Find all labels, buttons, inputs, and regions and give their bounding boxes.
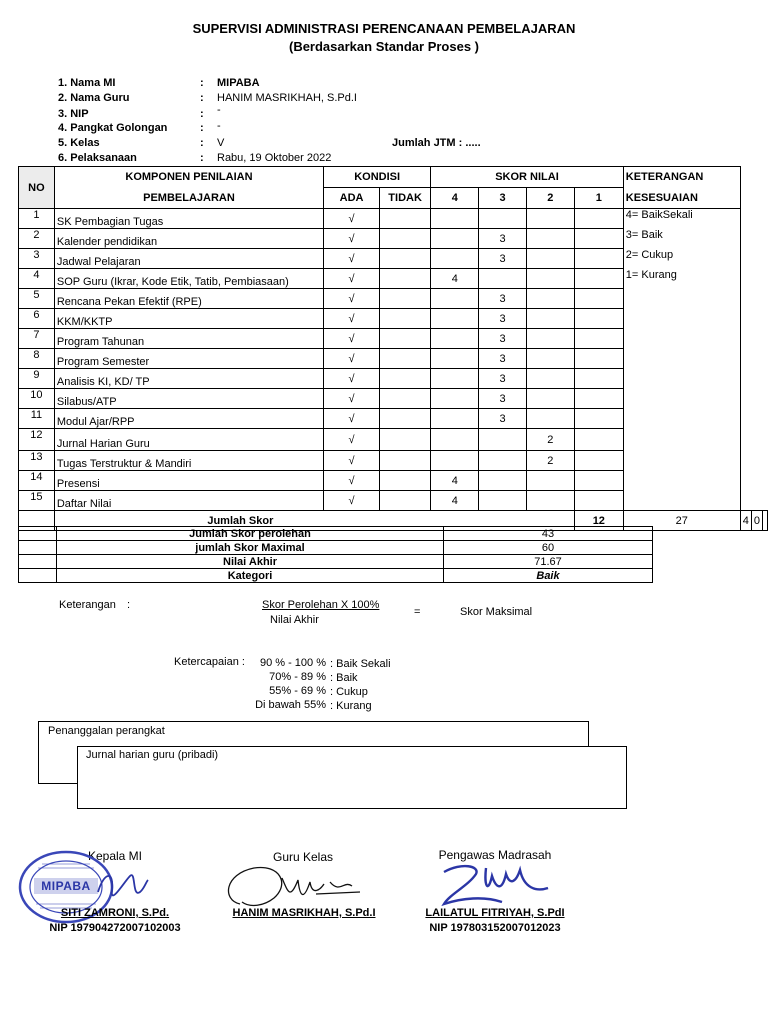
jumlah-skor-1: 0 [751, 511, 762, 531]
summary-label: Kategori [57, 569, 444, 583]
table-row [19, 471, 768, 491]
summary-value: 60 [444, 541, 653, 555]
row-tidak [380, 491, 431, 511]
row-number: 3 [19, 249, 55, 269]
assessment-table [18, 166, 768, 531]
table-row [19, 309, 768, 329]
info-colon: : [200, 92, 204, 104]
row-score-4 [431, 289, 479, 309]
info-value: V [217, 137, 225, 149]
summary-row [19, 541, 653, 555]
row-score-3: 3 [479, 329, 526, 349]
summary-label: Nilai Akhir [57, 555, 444, 569]
row-number: 8 [19, 349, 55, 369]
row-ada-check: √ [324, 269, 380, 289]
info-value: Rabu, 19 Oktober 2022 [217, 152, 332, 164]
row-komponen: Rencana Pekan Efektif (RPE) [54, 289, 323, 309]
row-keterangan [623, 409, 740, 429]
row-score-2 [526, 309, 574, 329]
row-number: 14 [19, 471, 55, 491]
jumlah-skor-4: 12 [574, 511, 623, 531]
summary-value: 71.67 [444, 555, 653, 569]
summary-row [19, 569, 653, 583]
row-score-1 [574, 309, 623, 329]
row-score-2 [526, 329, 574, 349]
ketercapaian-row [244, 698, 391, 712]
row-tidak [380, 329, 431, 349]
row-ada-check: √ [324, 249, 380, 269]
row-score-2 [526, 409, 574, 429]
row-score-3: 3 [479, 309, 526, 329]
formula-denominator: Nilai Akhir [270, 614, 319, 626]
row-keterangan: 3= Baik [623, 229, 740, 249]
row-tidak [380, 369, 431, 389]
row-number: 2 [19, 229, 55, 249]
row-number: 11 [19, 409, 55, 429]
table-row [19, 229, 768, 249]
jtm-label: Jumlah JTM : ..... [392, 137, 481, 149]
row-score-2 [526, 471, 574, 491]
ketercapaian-desc: : Baik [330, 672, 358, 684]
row-score-3 [479, 269, 526, 289]
ketercapaian-range: 70% - 89 % [269, 671, 326, 683]
row-keterangan [623, 349, 740, 369]
row-keterangan [623, 369, 740, 389]
row-score-4 [431, 329, 479, 349]
row-number: 1 [19, 209, 55, 229]
jumlah-skor-3: 27 [623, 511, 740, 531]
row-tidak [380, 309, 431, 329]
row-score-3: 3 [479, 369, 526, 389]
keterangan-filler [763, 511, 768, 531]
row-ada-check: √ [324, 289, 380, 309]
info-colon: : [200, 137, 204, 149]
header-score-1: 1 [574, 188, 623, 209]
info-label: 4. Pangkat Golongan [58, 122, 168, 134]
table-header-row [19, 188, 768, 209]
row-komponen: Jadwal Pelajaran [54, 249, 323, 269]
row-score-3 [479, 471, 526, 491]
row-number: 9 [19, 369, 55, 389]
header-keterangan-1: KETERANGAN [623, 167, 740, 188]
row-score-3 [479, 209, 526, 229]
row-keterangan [623, 491, 740, 511]
row-score-1 [574, 429, 623, 451]
ketercapaian-text: Ketercapaian [174, 656, 239, 668]
summary-row [19, 527, 653, 541]
info-colon: : [200, 122, 204, 134]
formula-equals: = [414, 606, 421, 618]
info-label: 3. NIP [58, 108, 89, 120]
ketercapaian-desc: : Kurang [330, 700, 372, 712]
row-score-3: 3 [479, 389, 526, 409]
summary-label: jumlah Skor Maximal [57, 541, 444, 555]
row-score-2 [526, 229, 574, 249]
row-score-2 [526, 289, 574, 309]
keterangan-label [59, 599, 130, 611]
table-row [19, 269, 768, 289]
row-score-1 [574, 491, 623, 511]
table-row [19, 349, 768, 369]
signature-name-guru: HANIM MASRIKHAH, S.Pd.I [232, 907, 376, 919]
row-tidak [380, 229, 431, 249]
document-title: SUPERVISI ADMINISTRASI PERENCANAAN PEMBELAJARAN [192, 21, 576, 36]
row-tidak [380, 471, 431, 491]
row-ada-check: √ [324, 229, 380, 249]
row-score-4 [431, 229, 479, 249]
row-score-4 [431, 409, 479, 429]
header-komponen-2: PEMBELAJARAN [54, 188, 323, 209]
info-row-nama-mi [0, 77, 768, 91]
row-number: 15 [19, 491, 55, 511]
row-ada-check: √ [324, 209, 380, 229]
row-komponen: Tugas Terstruktur & Mandiri [54, 451, 323, 471]
info-row-kelas [0, 137, 768, 151]
summary-value: 43 [444, 527, 653, 541]
row-keterangan [623, 289, 740, 309]
row-komponen: Modul Ajar/RPP [54, 409, 323, 429]
row-tidak [380, 209, 431, 229]
row-score-4: 4 [431, 269, 479, 289]
row-keterangan [623, 329, 740, 349]
info-row-nip [0, 106, 768, 120]
row-score-4 [431, 369, 479, 389]
table-row [19, 249, 768, 269]
row-score-1 [574, 229, 623, 249]
row-keterangan [623, 451, 740, 471]
row-score-3 [479, 451, 526, 471]
ketercapaian-row [244, 656, 391, 670]
info-row-pangkat [0, 122, 768, 136]
row-score-1 [574, 409, 623, 429]
row-komponen: Presensi [54, 471, 323, 491]
signature-nip-pengawas: NIP 197803152007012023 [429, 922, 561, 934]
row-tidak [380, 409, 431, 429]
row-ada-check: √ [324, 309, 380, 329]
info-colon: : [200, 108, 204, 120]
row-komponen: Program Semester [54, 349, 323, 369]
row-ada-check: √ [324, 429, 380, 451]
signature-nip-kepala: NIP 197904272007102003 [49, 922, 181, 934]
row-ada-check: √ [324, 491, 380, 511]
table-row [19, 491, 768, 511]
signature-role-pengawas: Pengawas Madrasah [438, 848, 552, 862]
row-score-2 [526, 389, 574, 409]
row-score-4 [431, 451, 479, 471]
row-score-4: 4 [431, 471, 479, 491]
row-tidak [380, 269, 431, 289]
note-box-penanggalan-text: Penanggalan perangkat [48, 725, 165, 737]
row-komponen: Jurnal Harian Guru [54, 429, 323, 451]
row-score-1 [574, 349, 623, 369]
table-row [19, 451, 768, 471]
row-komponen: Kalender pendidikan [54, 229, 323, 249]
row-komponen: Silabus/ATP [54, 389, 323, 409]
table-row [19, 389, 768, 409]
row-number: 7 [19, 329, 55, 349]
row-score-4 [431, 349, 479, 369]
ketercapaian-desc: : Cukup [330, 686, 368, 698]
row-tidak [380, 451, 431, 471]
header-score-2: 2 [526, 188, 574, 209]
info-value: HANIM MASRIKHAH, S.Pd.I [217, 92, 357, 104]
row-ada-check: √ [324, 409, 380, 429]
row-score-4 [431, 429, 479, 451]
row-score-1 [574, 369, 623, 389]
row-score-4: 4 [431, 491, 479, 511]
row-score-1 [574, 471, 623, 491]
row-score-2 [526, 249, 574, 269]
header-skor-nilai: SKOR NILAI [431, 167, 624, 188]
row-number: 6 [19, 309, 55, 329]
ketercapaian-label: Ketercapaian : [174, 656, 245, 668]
row-number: 12 [19, 429, 55, 451]
header-ada: ADA [324, 188, 380, 209]
header-komponen-1: KOMPONEN PENILAIAN [54, 167, 323, 188]
row-number: 5 [19, 289, 55, 309]
row-score-3: 3 [479, 289, 526, 309]
row-ada-check: √ [324, 389, 380, 409]
header-tidak: TIDAK [380, 188, 431, 209]
row-tidak [380, 349, 431, 369]
row-score-3: 3 [479, 229, 526, 249]
signature-name-kepala: SITI ZAMRONI, S.Pd. [60, 907, 170, 919]
info-value: - [217, 104, 221, 116]
row-score-3: 3 [479, 409, 526, 429]
ketercapaian-range: 55% - 69 % [269, 685, 326, 697]
row-keterangan [623, 309, 740, 329]
row-keterangan: 2= Cukup [623, 249, 740, 269]
row-score-2 [526, 369, 574, 389]
row-keterangan [623, 429, 740, 451]
row-ada-check: √ [324, 451, 380, 471]
row-score-2 [526, 491, 574, 511]
note-box-jurnal [77, 746, 627, 809]
keterangan-colon: : [126, 599, 131, 611]
row-score-2 [526, 349, 574, 369]
row-number: 13 [19, 451, 55, 471]
row-score-3 [479, 429, 526, 451]
keterangan-text: Keterangan [59, 599, 116, 611]
row-keterangan [623, 471, 740, 491]
row-score-1 [574, 451, 623, 471]
info-label: 5. Kelas [58, 137, 100, 149]
header-score-4: 4 [431, 188, 479, 209]
empty-cell [19, 555, 57, 569]
row-score-2: 2 [526, 451, 574, 471]
row-score-4 [431, 389, 479, 409]
document-subtitle: (Berdasarkan Standar Proses ) [288, 39, 480, 54]
summary-label: Jumlah Skor perolehan [57, 527, 444, 541]
row-keterangan [623, 389, 740, 409]
row-score-2: 2 [526, 429, 574, 451]
ketercapaian-row [244, 684, 391, 698]
row-number: 4 [19, 269, 55, 289]
signature-role-kepala: Kepala MI [87, 849, 143, 863]
table-row [19, 409, 768, 429]
row-score-1 [574, 249, 623, 269]
info-row-nama-guru [0, 92, 768, 106]
row-keterangan: 1= Kurang [623, 269, 740, 289]
signature-kepala-scribble [92, 862, 152, 910]
row-komponen: Analisis KI, KD/ TP [54, 369, 323, 389]
table-row [19, 429, 768, 451]
row-score-3 [479, 491, 526, 511]
table-header-row [19, 167, 768, 188]
summary-row [19, 555, 653, 569]
info-label: 6. Pelaksanaan [58, 152, 137, 164]
info-value: MIPABA [217, 77, 260, 89]
ketercapaian-row [244, 670, 391, 684]
summary-table [18, 526, 653, 583]
ketercapaian-list [244, 656, 391, 712]
jumlah-skor-2: 4 [740, 511, 751, 531]
row-score-1 [574, 289, 623, 309]
row-ada-check: √ [324, 329, 380, 349]
row-score-4 [431, 209, 479, 229]
row-score-2 [526, 269, 574, 289]
ketercapaian-desc: : Baik Sekali [330, 658, 391, 670]
stamp-text: MIPABA [41, 879, 91, 893]
row-score-2 [526, 209, 574, 229]
row-ada-check: √ [324, 471, 380, 491]
row-score-3: 3 [479, 249, 526, 269]
formula-right: Skor Maksimal [460, 606, 533, 618]
info-row-pelaksanaan [0, 152, 768, 166]
jumlah-skor-text: Jumlah Skor [207, 514, 274, 527]
row-tidak [380, 389, 431, 409]
table-row [19, 209, 768, 229]
row-score-3: 3 [479, 349, 526, 369]
row-score-1 [574, 209, 623, 229]
empty-cell [19, 569, 57, 583]
formula-numerator: Skor Perolehan X 100% [262, 599, 380, 611]
header-score-3: 3 [479, 188, 526, 209]
ketercapaian-range: 90 % - 100 % [259, 657, 326, 669]
ketercapaian-range: Di bawah 55% [255, 699, 326, 711]
row-komponen: Program Tahunan [54, 329, 323, 349]
row-komponen: KKM/KKTP [54, 309, 323, 329]
row-komponen: SK Pembagian Tugas [54, 209, 323, 229]
row-score-1 [574, 269, 623, 289]
row-keterangan: 4= BaikSekali [623, 209, 740, 229]
header-kondisi: KONDISI [324, 167, 431, 188]
table-body [19, 209, 768, 511]
table-row [19, 289, 768, 309]
empty-cell [19, 541, 57, 555]
row-komponen: Daftar Nilai [54, 491, 323, 511]
row-ada-check: √ [324, 349, 380, 369]
signature-role-guru: Guru Kelas [272, 850, 334, 864]
empty-cell [19, 527, 57, 541]
info-label: 2. Nama Guru [58, 92, 130, 104]
info-colon: : [200, 77, 204, 89]
row-tidak [380, 249, 431, 269]
header-no: NO [19, 167, 55, 209]
row-score-1 [574, 389, 623, 409]
header-keterangan-2: KESESUAIAN [623, 188, 740, 209]
row-score-4 [431, 309, 479, 329]
table-row [19, 329, 768, 349]
row-number: 10 [19, 389, 55, 409]
row-score-1 [574, 329, 623, 349]
signature-name-pengawas: LAILATUL FITRIYAH, S.PdI [425, 907, 565, 919]
info-label: 1. Nama MI [58, 77, 116, 89]
row-komponen: SOP Guru (Ikrar, Kode Etik, Tatib, Pembiasaan) [54, 269, 323, 289]
row-ada-check: √ [324, 369, 380, 389]
info-value: - [217, 120, 221, 132]
info-colon: : [200, 152, 204, 164]
row-tidak [380, 429, 431, 451]
note-box-jurnal-text: Jurnal harian guru (pribadi) [86, 749, 219, 761]
summary-value: Baik [444, 569, 653, 583]
row-score-4 [431, 249, 479, 269]
row-tidak [380, 289, 431, 309]
table-row [19, 369, 768, 389]
